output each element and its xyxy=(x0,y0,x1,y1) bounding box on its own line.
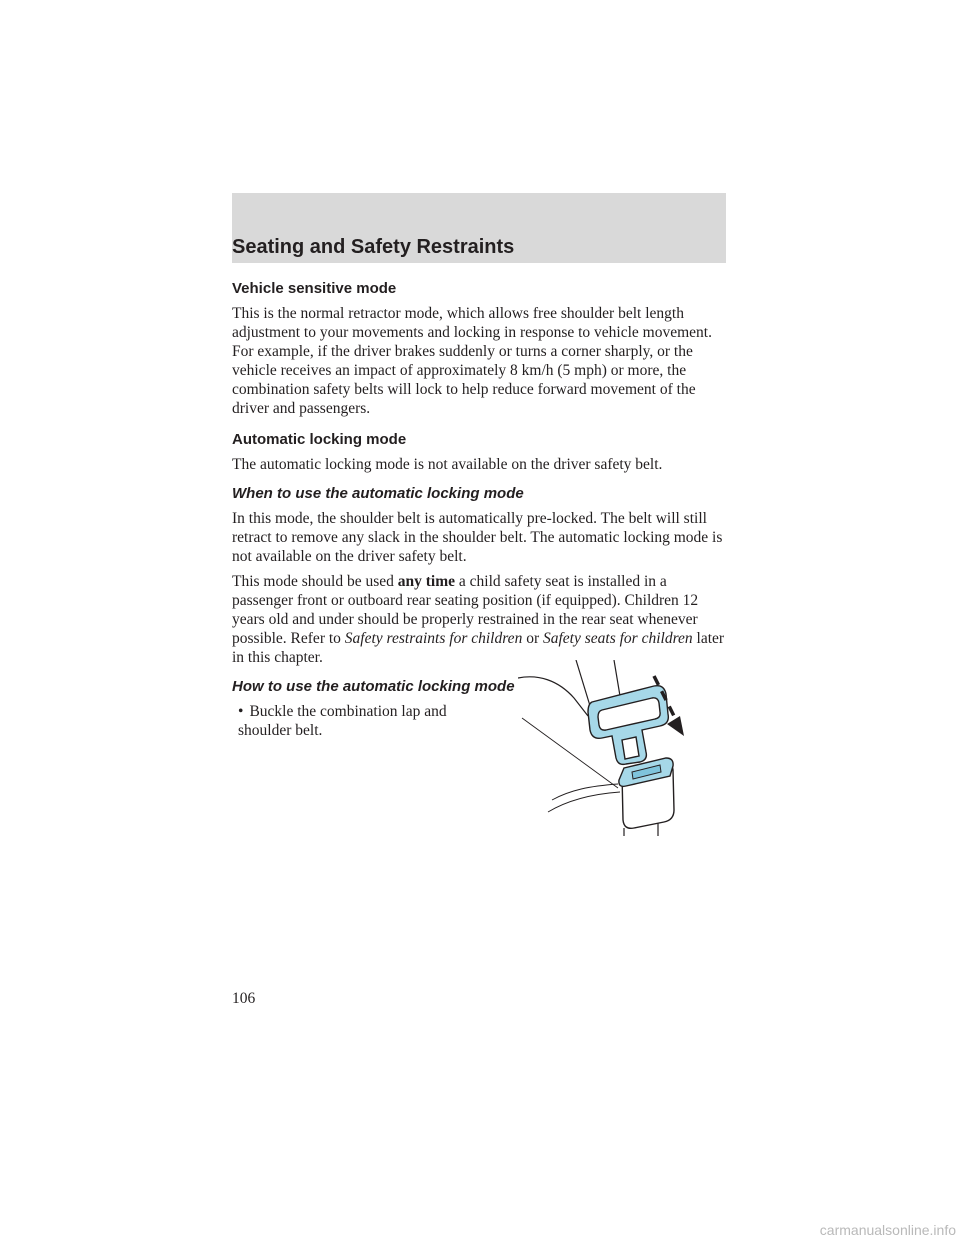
bullet-icon: • xyxy=(238,703,244,720)
reference-safety-seats-for-children: Safety seats for children xyxy=(543,630,693,647)
reference-safety-restraints-for-children: Safety restraints for children xyxy=(344,630,523,647)
heading-vehicle-sensitive-mode: Vehicle sensitive mode xyxy=(232,280,397,297)
list-item xyxy=(232,702,468,740)
page-number: 106 xyxy=(232,990,256,1007)
section-header-band xyxy=(232,193,726,263)
text-segment: or xyxy=(522,630,543,647)
section-title: Seating and Safety Restraints xyxy=(232,236,515,258)
paragraph-when-to-use-1: In this mode, the shoulder belt is automatically pre-locked. The belt will still retract to remove any slack in the shoulder belt. The automatic locking mode is not available on the driver safety belt. xyxy=(232,510,723,565)
bullet-text-buckle: Buckle the combination lap and shoulder belt. xyxy=(238,703,447,739)
paragraph-vehicle-sensitive: This is the normal retractor mode, which allows free shoulder belt length adjustment to your movements and locking in response to vehicle movement. For example, if the driver brakes suddenly or turns a corner sharply, or the vehicle receives an impact of approximately 8 km/h (5 mph) or more, the combination safety belts will lock to help reduce forward movement of the driver and passengers. xyxy=(232,305,712,417)
paragraph-when-to-use-2 xyxy=(232,572,728,667)
heading-automatic-locking-mode: Automatic locking mode xyxy=(232,431,407,448)
heading-when-to-use: When to use the automatic locking mode xyxy=(232,485,524,502)
emphasis-any-time: any time xyxy=(397,573,456,590)
text-segment: later in this chapter. xyxy=(232,630,725,666)
text-segment: This mode should be used xyxy=(232,573,398,590)
watermark: carmanualsonline.info xyxy=(819,1222,956,1238)
paragraph-automatic-locking: The automatic locking mode is not available on the driver safety belt. xyxy=(232,456,663,473)
seatbelt-buckle-icon xyxy=(518,660,686,836)
text-segment: a child safety seat is installed in a passenger front or outboard rear seating position (if equipped). Children 12 years old and under should be properly restrained in the rear seat whenever possible. Refer to xyxy=(232,573,699,647)
seatbelt-buckle-illustration xyxy=(518,660,686,836)
heading-how-to-use: How to use the automatic locking mode xyxy=(232,678,515,695)
